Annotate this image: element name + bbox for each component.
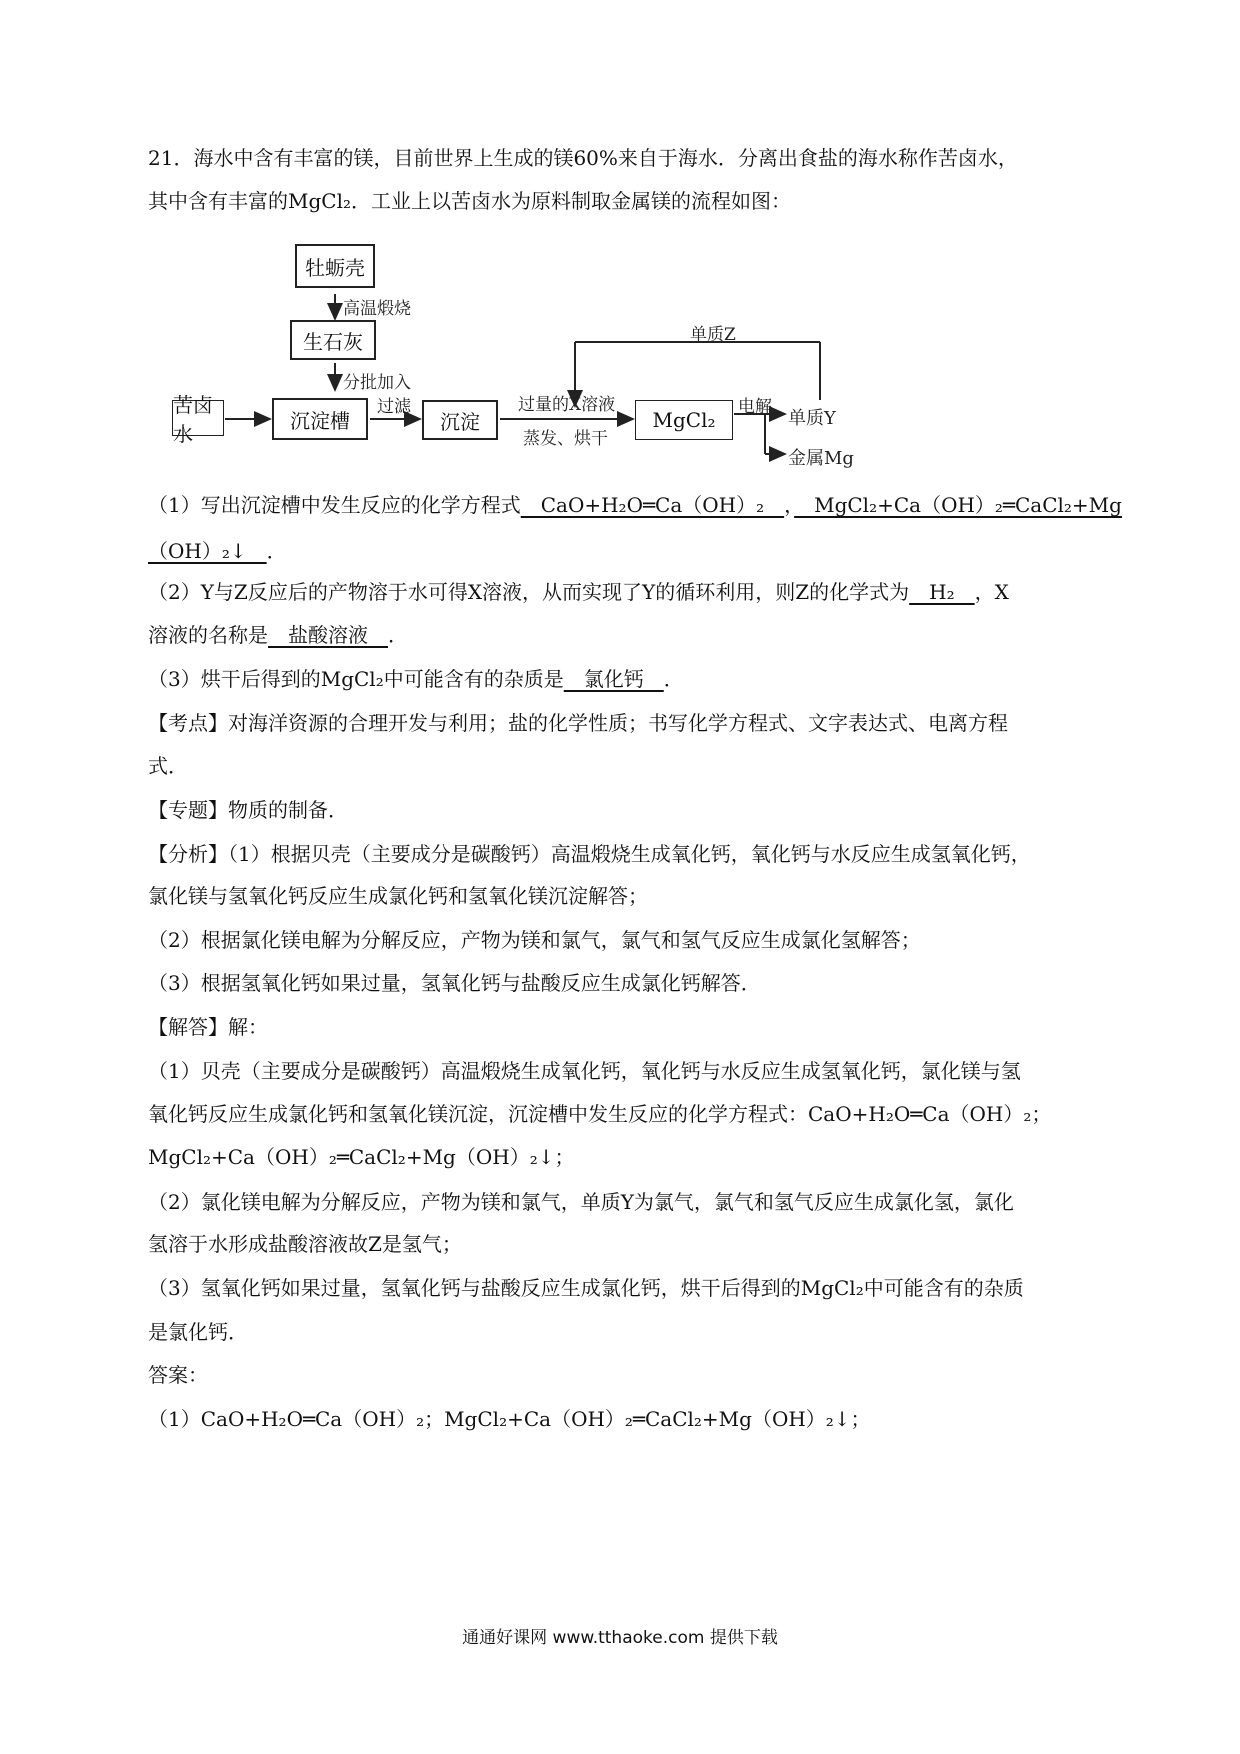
label-batch-add: 分批加入 <box>343 373 411 393</box>
label-evaporate-dry: 蒸发、烘干 <box>523 429 608 449</box>
box-mgcl2: MgCl₂ <box>635 400 733 440</box>
label-element-y: 单质Y <box>788 408 836 429</box>
box-quicklime: 生石灰 <box>290 320 376 360</box>
kaodian-line2: 式． <box>148 754 188 778</box>
sub-question-3 <box>148 664 1098 694</box>
fenxi-line4: （3）根据氢氧化钙如果过量，氢氧化钙与盐酸反应生成氯化钙解答． <box>148 971 761 995</box>
page-footer: 通通好课网 www.tthaoke.com 提供下载 <box>462 1628 778 1648</box>
question-intro-line1: 21．海水中含有丰富的镁，目前世界上生成的镁60%来自于海水．分离出食盐的海水称作苦卤水， <box>148 146 1018 170</box>
box-precipitation-tank: 沉淀槽 <box>272 398 368 440</box>
fenxi-line2: 氯化镁与氢氧化钙反应生成氯化钙和氢氧化镁沉淀解答； <box>148 884 648 908</box>
question-intro-line2: 其中含有丰富的MgCl₂．工业上以苦卤水为原料制取金属镁的流程如图： <box>148 189 791 213</box>
label-excess-x-solution: 过量的X溶液 <box>518 395 616 415</box>
jieda-line3: MgCl₂+Ca（OH）₂═CaCl₂+Mg（OH）₂↓； <box>148 1145 575 1169</box>
q3-prefix: （3）烘干后得到的MgCl₂中可能含有的杂质是 <box>148 667 564 691</box>
jieda-line4: （2）氯化镁电解为分解反应，产物为镁和氯气，单质Y为氯气，氯气和氢气反应生成氯化氢，氯化 <box>148 1190 1014 1214</box>
zhuanti: 【专题】物质的制备． <box>148 798 348 822</box>
box-precipitate: 沉淀 <box>422 400 498 440</box>
box-oyster-shell: 牡蛎壳 <box>295 244 375 288</box>
label-filter: 过滤 <box>377 397 411 417</box>
process-flowchart <box>160 255 950 526</box>
q3-answer: 氯化钙 <box>563 667 664 691</box>
label-element-z: 单质Z <box>690 325 736 345</box>
label-calcination: 高温煅烧 <box>343 299 411 319</box>
q1-answer-b-cont: （OH）₂↓ <box>148 539 267 563</box>
jieda-line2: 氧化钙反应生成氯化钙和氢氧化镁沉淀，沉淀槽中发生反应的化学方程式：CaO+H₂O═Ca（OH）₂； <box>148 1102 1052 1126</box>
jieda-line7: 是氯化钙． <box>148 1320 248 1344</box>
label-metal-mg: 金属Mg <box>788 448 854 469</box>
q2-after: ，X <box>974 580 1009 604</box>
fenxi-line1: 【分析】（1）根据贝壳（主要成分是碳酸钙）高温煅烧生成氧化钙，氧化钙与水反应生成氢氧化钙， <box>148 842 1031 866</box>
q2-prefix: （2）Y与Z反应后的产物溶于水可得X溶液，从而实现了Y的循环利用，则Z的化学式为 <box>148 580 910 604</box>
jieda-line5: 氢溶于水形成盐酸溶液故Z是氢气； <box>148 1232 462 1256</box>
box-brine: 苦卤水 <box>172 400 224 436</box>
sub-question-1-line2 <box>148 536 1098 566</box>
fenxi-line3: （2）根据氯化镁电解为分解反应，产物为镁和氯气，氯气和氢气反应生成氯化氢解答； <box>148 928 921 952</box>
q2-answer-z: H₂ <box>909 580 975 604</box>
q1-answer-a: CaO+H₂O═Ca（OH）₂ <box>520 493 785 517</box>
jieda-heading: 【解答】解： <box>148 1015 268 1039</box>
daan-line1: （1）CaO+H₂O═Ca（OH）₂；MgCl₂+Ca（OH）₂═CaCl₂+Mg（OH）₂↓； <box>148 1407 871 1431</box>
jieda-line1: （1）贝壳（主要成分是碳酸钙）高温煅烧生成氧化钙，氧化钙与水反应生成氢氧化钙，氯化镁与氢 <box>148 1059 1021 1083</box>
q2-end: ． <box>388 623 408 647</box>
q2-line2-prefix: 溶液的名称是 <box>148 623 268 647</box>
sub-question-2-line1 <box>148 577 1098 607</box>
jieda-line6: （3）氢氧化钙如果过量，氢氧化钙与盐酸反应生成氯化钙，烘干后得到的MgCl₂中可能含有的杂质 <box>148 1276 1024 1300</box>
sub-question-1-line1 <box>148 490 1122 520</box>
kaodian-line1: 【考点】对海洋资源的合理开发与利用；盐的化学性质；书写化学方程式、文字表达式、电离方程 <box>148 711 1008 735</box>
q1-separator: ， <box>784 493 795 517</box>
q1-answer-b: MgCl₂+Ca（OH）₂═CaCl₂+Mg <box>794 493 1122 517</box>
q3-end: ． <box>663 667 684 691</box>
sub-question-2-line2 <box>148 620 1098 650</box>
q2-answer-x: 盐酸溶液 <box>268 623 388 647</box>
q1-prefix: （1）写出沉淀槽中发生反应的化学方程式 <box>148 493 521 517</box>
label-electrolysis: 电解 <box>738 397 772 417</box>
q1-end: ． <box>266 539 287 563</box>
daan-heading: 答案： <box>148 1363 208 1387</box>
